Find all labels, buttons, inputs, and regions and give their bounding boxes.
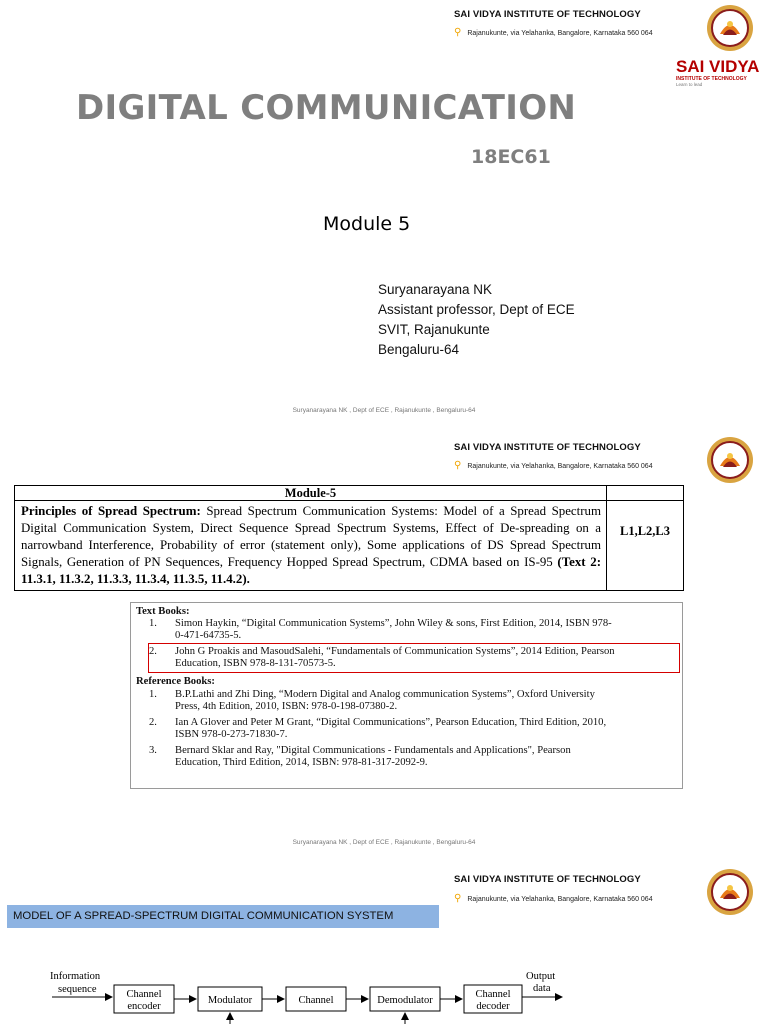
brand-subtitle: INSTITUTE OF TECHNOLOGY	[676, 76, 747, 82]
brand-name: SAI VIDYA	[676, 57, 760, 76]
block-diagram	[0, 858, 768, 1024]
input-label-line1: Information	[50, 971, 101, 982]
institute-name: SAI VIDYA INSTITUTE OF TECHNOLOGY	[454, 874, 641, 885]
author-city: Bengaluru-64	[378, 342, 460, 357]
module-header-blank	[607, 486, 683, 501]
item-number: 3.	[149, 745, 157, 756]
books-list	[130, 602, 683, 789]
channel-decoder-label-1: Channel	[475, 989, 511, 1000]
channel-decoder-label-2: decoder	[476, 1001, 510, 1012]
item-text: John G Proakis and MasoudSalehi, “Fundamentals of Communication Systems”, 2014 Edition, Pearson Education, ISBN 978-8-131-70573-5.	[175, 646, 615, 669]
channel-encoder-label-2: encoder	[127, 1001, 161, 1012]
syllabus-reference: (Text 2: 11.3.1, 11.3.2, 11.3.3, 11.3.4, 11.3.5, 11.4.2).	[21, 555, 601, 586]
college-emblem-icon	[706, 4, 754, 52]
slide-title	[0, 0, 768, 428]
modulator-label: Modulator	[207, 995, 253, 1006]
address-text: Rajanukunte, via Yelahanka, Bangalore, Karnataka 560 064	[467, 30, 653, 37]
location-pin-icon: ⚲	[454, 893, 462, 904]
item-number: 2.	[149, 717, 157, 728]
institute-address	[454, 460, 653, 471]
output-label-line1: Output	[526, 971, 556, 982]
blooms-levels: L1,L2,L3	[619, 524, 670, 538]
input-label-line2: sequence	[58, 984, 97, 995]
item-number: 2.	[149, 646, 157, 657]
address-text: Rajanukunte, via Yelahanka, Bangalore, Karnataka 560 064	[467, 463, 653, 470]
item-text: Simon Haykin, “Digital Communication Systems”, John Wiley & sons, First Edition, 2014, ISBN 978- 0-471-64735-5.	[175, 618, 612, 641]
location-pin-icon: ⚲	[454, 460, 462, 471]
highlight-box	[148, 643, 680, 673]
institute-address	[454, 27, 653, 38]
syllabus-content: Spread Spectrum Communication Systems: Model of a Spread Spectrum Digital Communication System, Direct Sequence Spread Spectrum Systems, Effect of De-spreading on a narrowband Interference, Probability of error (statement only), Some applications of DS Spread Spectrum Signals, Generation of PN Sequences, Frequency Hopped Spread Spectrum, CDMA based on IS-95	[21, 504, 601, 569]
text-book-item	[149, 618, 677, 641]
brand-tagline: Learn to lead	[676, 82, 703, 87]
author-block	[378, 280, 575, 360]
module-title: Module 5	[323, 213, 411, 235]
syllabus-text	[21, 503, 601, 588]
item-text: Ian A Glover and Peter M Grant, “Digital Communications”, Pearson Education, Third Edition, 2010, ISBN 978-0-273-71830-7.	[175, 717, 607, 740]
author-name: Suryanarayana NK	[378, 282, 493, 297]
course-code: 18EC61	[471, 146, 551, 168]
demodulator-label: Demodulator	[377, 995, 433, 1006]
text-books-heading: Text Books:	[136, 606, 190, 617]
module-header: Module-5	[15, 486, 607, 501]
location-pin-icon: ⚲	[454, 27, 462, 38]
address-text: Rajanukunte, via Yelahanka, Bangalore, Karnataka 560 064	[467, 896, 653, 903]
reference-book-item	[149, 745, 677, 768]
item-number: 1.	[149, 618, 157, 629]
output-label-line2: data	[533, 983, 551, 994]
college-emblem-icon	[706, 436, 754, 484]
author-designation: Assistant professor, Dept of ECE	[378, 302, 575, 317]
item-number: 1.	[149, 689, 157, 700]
brand-logo	[676, 58, 759, 88]
slide-footer: Suryanarayana NK , Dept of ECE , Rajanukunte , Bengaluru-64	[292, 407, 476, 414]
reference-book-item	[149, 689, 677, 712]
institute-name: SAI VIDYA INSTITUTE OF TECHNOLOGY	[454, 9, 641, 20]
syllabus-topic: Principles of Spread Spectrum:	[21, 504, 201, 518]
item-text: Bernard Sklar and Ray, "Digital Communications - Fundamentals and Applications", Pearson Education, Third Edition, 2014, ISBN: 978-81-317-2092-9.	[175, 745, 571, 768]
item-text: B.P.Lathi and Zhi Ding, “Modern Digital and Analog communication Systems”, Oxford University Press, 4th Edition, 2010, ISBN: 978-0-198-07380-2.	[175, 689, 595, 712]
section-header: MODEL OF A SPREAD-SPECTRUM DIGITAL COMMUNICATION SYSTEM	[7, 905, 439, 928]
slide-footer: Suryanarayana NK , Dept of ECE , Rajanukunte , Bengaluru-64	[292, 839, 476, 846]
reference-book-item	[149, 717, 677, 740]
table-divider	[606, 501, 607, 590]
slide-syllabus	[0, 428, 768, 858]
channel-encoder-label-1: Channel	[126, 989, 162, 1000]
institute-name: SAI VIDYA INSTITUTE OF TECHNOLOGY	[454, 442, 641, 453]
author-college: SVIT, Rajanukunte	[378, 322, 490, 337]
channel-label: Channel	[298, 995, 334, 1006]
slide-spread-spectrum-model	[0, 858, 768, 1024]
module-syllabus-table	[14, 485, 684, 591]
course-title: DIGITAL COMMUNICATION	[76, 88, 577, 128]
reference-books-heading: Reference Books:	[136, 676, 215, 687]
